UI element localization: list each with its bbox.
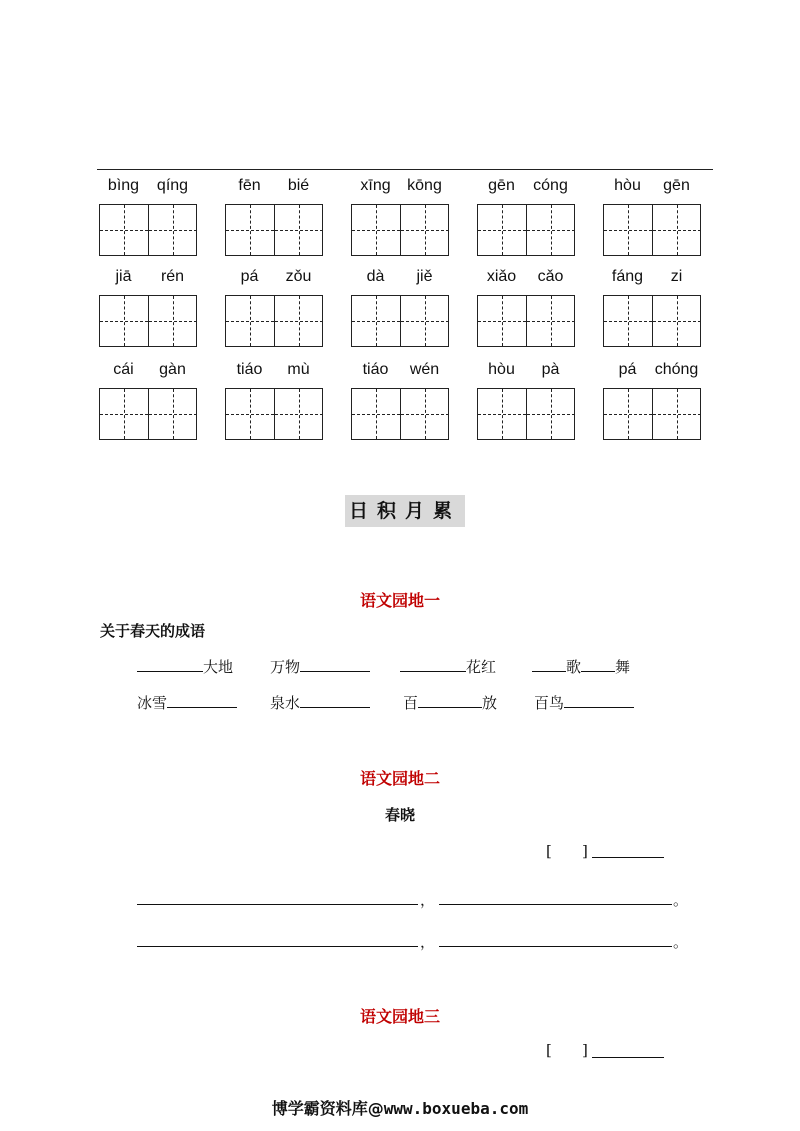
tianzige-box[interactable] [603,204,701,256]
poem-line-2a[interactable] [137,946,418,947]
pinyin-syllable: fēn [238,177,261,194]
dashed-guide-horizontal [478,230,526,231]
idiom-blank-7 [403,692,497,713]
blank-line[interactable] [137,657,203,672]
dashed-guide-horizontal [352,414,400,415]
pinyin-syllable: xiǎo [486,268,517,285]
footer-text: 博学霸资料库@ [271,1099,384,1118]
character-cell[interactable] [226,389,274,439]
dashed-guide-horizontal [100,321,148,322]
dashed-guide-horizontal [226,414,274,415]
author-bracket-close: ] [582,842,588,860]
tianzige-box[interactable] [351,295,449,347]
dashed-guide-horizontal [352,230,400,231]
character-cell[interactable] [352,389,400,439]
footer [0,1096,800,1119]
tianzige-box[interactable] [351,388,449,440]
blank-line[interactable] [581,657,615,672]
pinyin-syllable: pá [240,268,259,285]
dashed-guide-horizontal [478,321,526,322]
blank-line[interactable] [418,693,482,708]
tianzige-box[interactable] [225,204,323,256]
blank-line[interactable] [167,693,237,708]
dashed-guide-horizontal [226,230,274,231]
blank-line[interactable] [532,657,566,672]
pinyin-syllable: fáng [611,268,644,285]
pinyin-syllable: pà [541,361,560,378]
comma: ， [420,933,436,951]
character-cell[interactable] [604,296,652,346]
dashed-guide-horizontal [653,321,701,322]
dashed-guide-horizontal [100,414,148,415]
idiom-text: 舞 [615,658,631,676]
section-heading: 日积月累 [345,495,465,527]
pinyin-syllable: cǎo [537,268,564,285]
character-cell[interactable] [352,205,400,255]
pinyin-syllable: bié [287,177,310,194]
blank-line[interactable] [400,657,466,672]
pinyin-syllable: jiě [416,268,433,285]
section-title-1: 语文园地一 [359,591,440,610]
idiom-blank-1 [137,656,233,677]
character-cell[interactable] [478,205,526,255]
character-cell[interactable] [604,205,652,255]
blank-line[interactable] [300,693,370,708]
author-bracket-close-3: ] [582,1041,588,1059]
pinyin-syllable: tiáo [236,361,263,378]
dashed-guide-horizontal [401,321,449,322]
comma: ， [420,891,436,909]
character-cell[interactable] [526,205,575,255]
poem-line-1a[interactable] [137,904,418,905]
poem-title: 春晓 [384,806,415,824]
pinyin-syllable: tiáo [362,361,389,378]
pinyin-syllable: gēn [488,177,515,194]
idiom-text: 大地 [203,658,234,676]
dashed-guide-horizontal [226,321,274,322]
character-cell[interactable] [400,389,449,439]
pinyin-syllable: cóng [533,177,568,194]
tianzige-box[interactable] [477,388,575,440]
poem-line-1b[interactable] [439,904,672,905]
character-cell[interactable] [100,389,148,439]
pinyin-syllable: wén [409,361,440,378]
top-rule [97,169,713,170]
character-cell[interactable] [352,296,400,346]
dashed-guide-horizontal [149,230,197,231]
poem-line-2b[interactable] [439,946,672,947]
idiom-text: 泉水 [270,694,301,712]
dashed-guide-horizontal [653,230,701,231]
footer-url[interactable]: www.boxueba.com [383,1099,529,1118]
pinyin-syllable: jiā [115,268,132,285]
idiom-blank-2 [270,656,370,677]
idiom-text: 万物 [270,658,301,676]
character-cell[interactable] [652,389,701,439]
idiom-blank-6 [270,692,370,713]
pinyin-syllable: hòu [614,177,641,194]
blank-line[interactable] [300,657,370,672]
tianzige-box[interactable] [603,295,701,347]
idiom-blank-4 [532,656,630,677]
dashed-guide-horizontal [352,321,400,322]
pinyin-syllable: pá [618,361,637,378]
character-cell[interactable] [100,296,148,346]
dashed-guide-horizontal [527,414,575,415]
pinyin-syllable: chóng [654,361,699,378]
pinyin-syllable: zi [670,268,683,285]
idiom-text: 冰雪 [137,694,168,712]
tianzige-box[interactable] [477,295,575,347]
blank-line[interactable] [564,693,634,708]
pinyin-syllable: rén [160,268,185,285]
period: 。 [673,933,689,951]
character-cell[interactable] [274,296,323,346]
dashed-guide-horizontal [100,230,148,231]
character-cell[interactable] [148,205,197,255]
dashed-guide-horizontal [478,414,526,415]
dashed-guide-horizontal [653,414,701,415]
character-cell[interactable] [226,205,274,255]
idiom-text: 百鸟 [534,694,565,712]
dashed-guide-horizontal [149,414,197,415]
author-blank-3[interactable] [592,1057,664,1058]
tianzige-box[interactable] [225,295,323,347]
author-bracket-open: [ [546,842,552,860]
tianzige-box[interactable] [351,204,449,256]
dashed-guide-horizontal [401,414,449,415]
pinyin-syllable: xīng [360,177,391,194]
pinyin-syllable: gēn [663,177,690,194]
dashed-guide-horizontal [604,414,652,415]
character-cell[interactable] [274,205,323,255]
author-bracket-open-3: [ [546,1041,552,1059]
pinyin-syllable: hòu [488,361,515,378]
idiom-text: 花红 [466,658,497,676]
idiom-blank-5 [137,692,237,713]
pinyin-syllable: dà [366,268,385,285]
character-cell[interactable] [652,296,701,346]
character-cell[interactable] [604,389,652,439]
tianzige-box[interactable] [99,388,197,440]
pinyin-syllable: qíng [156,177,189,194]
dashed-guide-horizontal [275,321,323,322]
dashed-guide-horizontal [275,414,323,415]
tianzige-box[interactable] [477,204,575,256]
pinyin-syllable: gàn [159,361,186,378]
tianzige-box[interactable] [603,388,701,440]
character-cell[interactable] [400,205,449,255]
author-blank[interactable] [592,857,664,858]
tianzige-box[interactable] [99,295,197,347]
character-cell[interactable] [478,296,526,346]
section-title-3: 语文园地三 [359,1007,440,1026]
character-cell[interactable] [226,296,274,346]
character-cell[interactable] [148,389,197,439]
character-cell[interactable] [148,296,197,346]
tianzige-box[interactable] [99,204,197,256]
dashed-guide-horizontal [604,321,652,322]
idiom-blank-8 [534,692,634,713]
dashed-guide-horizontal [401,230,449,231]
dashed-guide-horizontal [275,230,323,231]
character-cell[interactable] [100,205,148,255]
character-cell[interactable] [526,296,575,346]
dashed-guide-horizontal [604,230,652,231]
pinyin-syllable: mù [287,361,310,378]
idiom-blank-3 [400,656,496,677]
idiom-text: 百 [403,694,419,712]
idiom-text: 放 [482,694,498,712]
pinyin-syllable: cái [113,361,134,378]
pinyin-syllable: bìng [107,177,140,194]
character-cell[interactable] [274,389,323,439]
idiom-text: 歌 [566,658,582,676]
section-title-2: 语文园地二 [359,769,440,788]
dashed-guide-horizontal [527,230,575,231]
pinyin-syllable: zǒu [285,268,312,285]
period: 。 [673,891,689,909]
character-cell[interactable] [526,389,575,439]
character-cell[interactable] [478,389,526,439]
character-cell[interactable] [400,296,449,346]
idiom-subtitle: 关于春天的成语 [100,622,206,640]
dashed-guide-horizontal [527,321,575,322]
tianzige-box[interactable] [225,388,323,440]
character-cell[interactable] [652,205,701,255]
dashed-guide-horizontal [149,321,197,322]
pinyin-syllable: kōng [407,177,442,194]
